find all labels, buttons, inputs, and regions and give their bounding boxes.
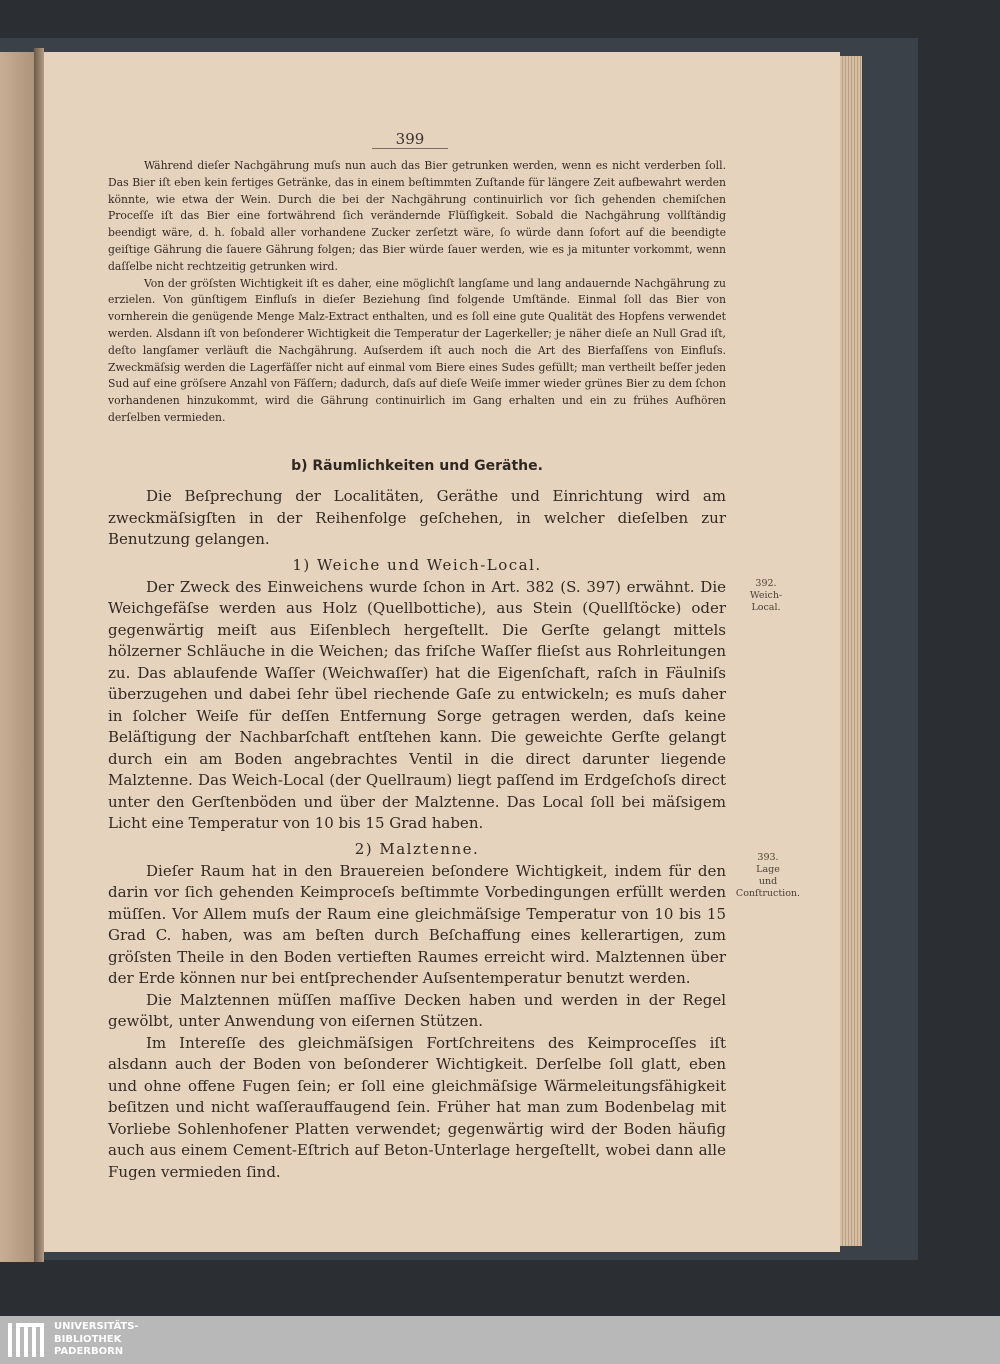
margin-note-line: Lage xyxy=(756,864,780,875)
main-text-block xyxy=(108,486,726,1183)
subsection-title-malztenne: 2) Malztenne. xyxy=(354,839,480,858)
library-name-line: PADERBORN xyxy=(54,1346,124,1357)
intro-paragraph: Die Beſprechung der Localitäten, Geräthe und Einrichtung wird am zweckmäſsigſten in der Reihenfolge geſchehen, in welcher dieſelben zur Benutzung gelangen. xyxy=(108,487,726,548)
paragraph-malztenne-raum: Dieſer Raum hat in den Brauereien beſondere Wichtigkeit, indem für den darin vor ſich gehenden Keimproceſs beſtimmte Vorbedingungen erfüllt werden müſſen. Vor Allem muſs der Raum eine gleichmäſsige Temperatur von 10 bis 15 Grad C. haben, was am beſten durch Beſchaffung eines kellerartigen, zum gröſsten Theile in den Boden vertieften Raumes erreicht wird. Malztennen über der Erde können nur bei entſprechender Auſsentemperatur benutzt werden. xyxy=(108,861,726,987)
paragraph-wichtigkeit: Von der gröſsten Wichtigkeit iſt es daher, eine möglichſt langſame und lang andauernde Nachgährung zu erzielen. Von günſtigem Einfluſs in dieſer Beziehung ſind folgende Umſtände. Einmal ſoll das Bier von vornherein die genügende Menge Malz-Extract enthalten, und es ſoll eine gute Qualität des Hopfens verwendet werden. Alsdann iſt von beſonderer Wichtigkeit die Temperatur der Lagerkeller; je näher dieſe an Null Grad iſt, deſto langſamer verläuft die Nachgährung. Auſserdem iſt auch noch die Art des Bierfaſſens von Einfluſs. Zweckmäſsig werden die Lagerfäſſer nicht auf einmal vom Biere eines Sudes gefüllt; man vertheilt beſſer jeden Sud auf eine gröſsere Anzahl von Fäſſern; dadurch, daſs auf dieſe Weiſe immer wieder grünes Bier zu dem ſchon vorhandenen hinzukommt, wird die Gährung continuirlich im Gang erhalten und ein zu frühes Aufhören derſelben vermieden. xyxy=(108,276,726,424)
margin-note-line: und xyxy=(758,876,778,887)
margin-note-number: 393. xyxy=(757,852,779,863)
library-name-line: UNIVERSITÄTS- xyxy=(54,1321,139,1332)
section-heading: b) Räumlichkeiten und Geräthe. xyxy=(291,458,543,474)
library-name xyxy=(54,1321,139,1359)
page-number-rule xyxy=(372,148,448,149)
footer-bar xyxy=(0,1316,1000,1364)
left-page-edge xyxy=(0,52,36,1262)
paragraph-weiche: Der Zweck des Einweichens wurde ſchon in Art. 382 (S. 397) erwähnt. Die Weichgefäſse werden aus Holz (Quellbottiche), aus Stein (Quellſtöcke) oder gegenwärtig meiſt aus Eiſenblech hergeſtellt. Die Gerſte gelangt mittels hölzerner Schläuche in die Weichen; das friſche Waſſer flieſst aus Rohrleitungen zu. Das ablaufende Waſſer (Weichwaſſer) hat die Eigenſchaft, raſch in Fäulniſs überzugehen und dabei ſehr übel riechende Gaſe zu entwickeln; es muſs daher in ſolcher Weiſe für deſſen Entfernung Sorge getragen werden, daſs keine Beläſtigung der Nachbarſchaft entſtehen kann. Die geweichte Gerſte gelangt durch ein am Boden angebrachtes Ventil in die direct darunter liegende Malztenne. Das Weich-Local (der Quellraum) liegt paſſend im Erdgeſchoſs direct unter den Gerſtenböden und über der Malztenne. Das Local ſoll bei mäſsigem Licht eine Temperatur von 10 bis 15 Grad haben. xyxy=(108,577,726,832)
paragraph-malztenne-decken: Die Malztennen müſſen maſſive Decken haben und werden in der Regel gewölbt, unter Anwendung von eiſernen Stützen. xyxy=(108,990,726,1030)
small-print-block xyxy=(108,158,726,427)
margin-note-number: 392. xyxy=(755,578,777,589)
margin-note-line: Weich- xyxy=(749,590,783,601)
margin-note-392 xyxy=(720,578,812,614)
margin-note-line: Local. xyxy=(751,602,781,613)
page-stack-edge xyxy=(840,56,862,1246)
paragraph-nachgaehrung: Während dieſer Nachgährung muſs nun auch das Bier getrunken werden, wenn es nicht verderben ſoll. Das Bier iſt eben kein fertiges Getränke, das in einem beſtimmten Zuſtande für längere Zeit aufbewahrt werden könnte, wie etwa der Wein. Durch die bei der Nachgährung continuirlich vor ſich gehenden chemiſchen Proceſſe iſt das Bier eine fortwährend ſich verändernde Flüſſigkeit. Sobald die Nachgährung vollſtändig beendigt wäre, d. h. ſobald aller vorhandene Zucker zerſetzt wäre, ſo würde dann ſofort auf die beendigte geiſtige Gährung die ſauere Gährung folgen; das Bier würde ſauer werden, wie es ja mitunter vorkommt, wenn daſſelbe nicht rechtzeitig getrunken wird. xyxy=(108,159,726,273)
library-logo-icon xyxy=(6,1321,46,1359)
paragraph-malztenne-boden: Im Intereſſe des gleichmäſsigen Fortſchreitens des Keimproceſſes iſt alsdann auch der Boden von beſonderer Wichtigkeit. Derſelbe ſoll glatt, eben und ohne offene Fugen ſein; er ſoll eine gleichmäſsige Wärmeleitungsfähigkeit beſitzen und nicht waſſerauffaugend ſein. Früher hat man zum Bodenbelag mit Vorliebe Sohlenhofener Platten verwendet; gegenwärtig wird der Boden häufig auch aus einem Cement-Eſtrich auf Beton-Unterlage hergeſtellt, wobei dann alle Fugen vermieden ſind. xyxy=(108,1033,726,1181)
library-name-line: BIBLIOTHEK xyxy=(54,1333,122,1345)
margin-note-line: Conſtruction. xyxy=(735,888,801,899)
page-number: 399 xyxy=(395,130,425,148)
subsection-title-weiche: 1) Weiche und Weich-Local. xyxy=(292,555,542,574)
book-spine xyxy=(34,48,44,1262)
margin-note-393 xyxy=(722,852,814,900)
